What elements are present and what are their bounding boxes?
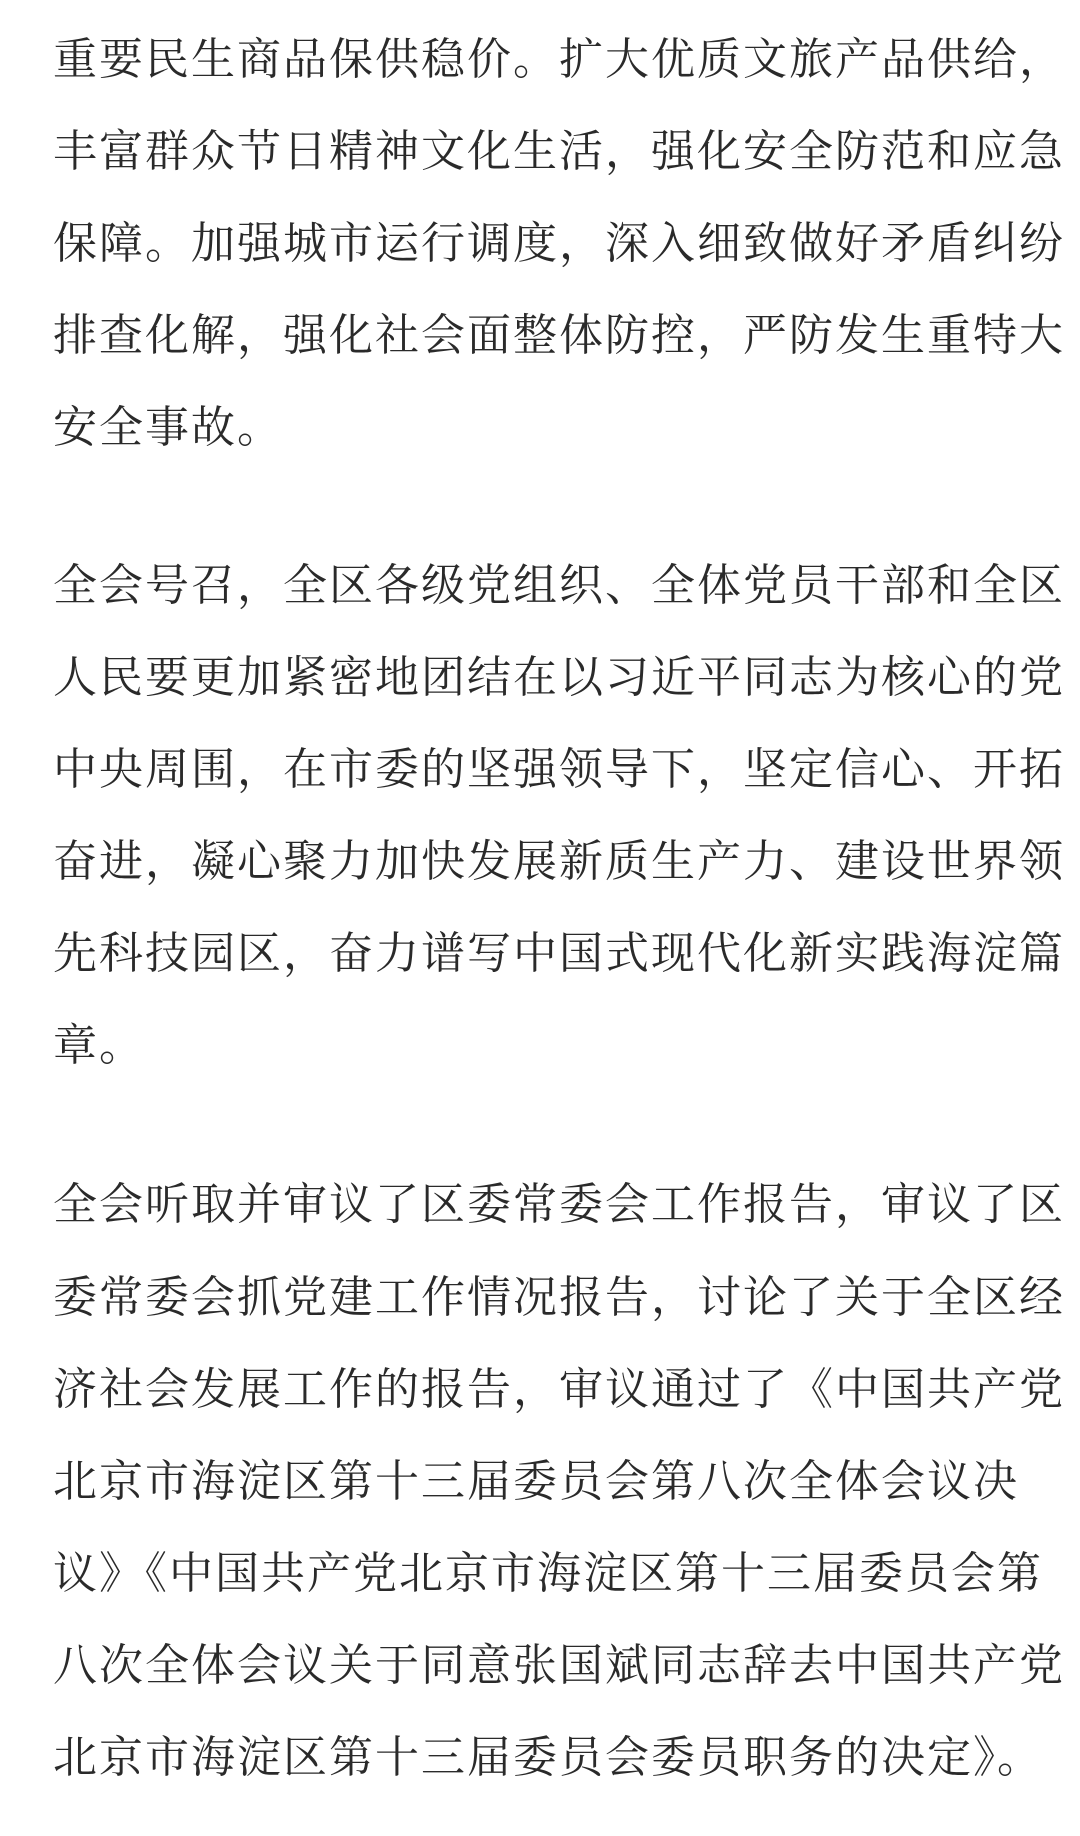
paragraph-3-line-5: 议》《中国共产党北京市海淀区第十三届委员会第 <box>53 1548 1043 1599</box>
paragraph-2-line-5: 先科技园区，奋力谱写中国式现代化新实践海淀篇 <box>53 928 1065 979</box>
paragraph-3-line-6: 八次全体会议关于同意张国斌同志辞去中国共产党 <box>53 1640 1065 1691</box>
paragraph-3-line-2: 委常委会抓党建工作情况报告，讨论了关于全区经 <box>53 1272 1065 1323</box>
paragraph-1-line-3: 保障。加强城市运行调度，深入细致做好矛盾纠纷 <box>53 218 1065 269</box>
paragraph-3-line-3: 济社会发展工作的报告，审议通过了《中国共产党 <box>53 1364 1065 1415</box>
paragraph-3-line-7: 北京市海淀区第十三届委员会委员职务的决定》。 <box>53 1732 1043 1783</box>
paragraph-2-line-3: 中央周围，在市委的坚强领导下，坚定信心、开拓 <box>53 744 1065 795</box>
paragraph-2-line-1: 全会号召，全区各级党组织、全体党员干部和全区 <box>53 560 1065 611</box>
paragraph-2-line-2: 人民要更加紧密地团结在以习近平同志为核心的党 <box>53 652 1065 703</box>
paragraph-1-line-1: 重要民生商品保供稳价。扩大优质文旅产品供给， <box>53 34 1065 85</box>
paragraph-1-line-2: 丰富群众节日精神文化生活，强化安全防范和应急 <box>53 126 1065 177</box>
paragraph-3-line-4: 北京市海淀区第十三届委员会第八次全体会议决 <box>53 1456 1019 1507</box>
paragraph-2-line-6: 章。 <box>53 1020 145 1071</box>
paragraph-1-line-5: 安全事故。 <box>53 402 283 453</box>
paragraph-1-line-4: 排查化解，强化社会面整体防控，严防发生重特大 <box>53 310 1065 361</box>
paragraph-3-line-1: 全会听取并审议了区委常委会工作报告，审议了区 <box>53 1179 1065 1230</box>
paragraph-2-line-4: 奋进，凝心聚力加快发展新质生产力、建设世界领 <box>53 836 1065 887</box>
